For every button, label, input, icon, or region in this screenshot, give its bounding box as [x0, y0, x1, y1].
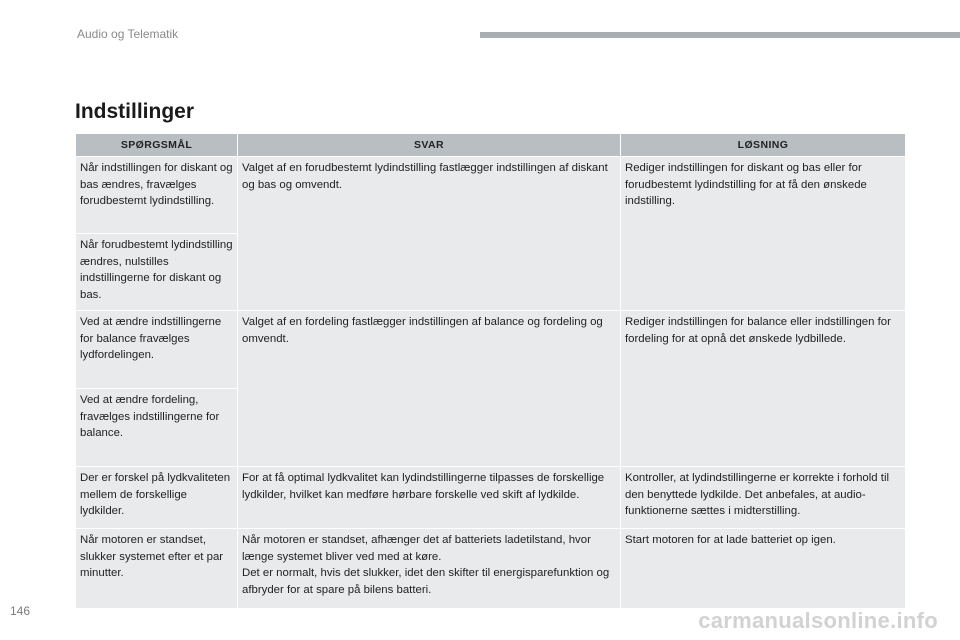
solution-cell: Rediger indstillingen for balance eller indstillingen for fordeling for at opnå det ønskede lydbillede. — [621, 311, 906, 467]
column-header-question: SPØRGSMÅL — [76, 134, 238, 157]
table-row — [76, 311, 906, 389]
answer-cell: Når motoren er standset, afhænger det af batteriets ladetilstand, hvor længe systemet bliver ved med at køre. Det er normalt, hvis det slukker, idet den skifter til energisparefunktion og afbryder for at spare på bilens batteri. — [238, 529, 621, 609]
answer-cell: Valget af en fordeling fastlægger indstillingen af balance og fordeling og omvendt. — [238, 311, 621, 467]
section-title: Audio og Telematik — [77, 27, 179, 41]
answer-cell: Valget af en forudbestemt lydindstilling fastlægger indstillingen af diskant og bas og omvendt. — [238, 157, 621, 311]
faq-table — [75, 133, 906, 609]
question-cell: Når indstillingen for diskant og bas ændres, fravælges forudbestemt lydindstilling. — [76, 157, 238, 234]
table-row — [76, 157, 906, 234]
answer-cell: For at få optimal lydkvalitet kan lydindstillingerne tilpasses de forskellige lydkilder, hvilket kan medføre hørbare forskelle ved skift af lydkilde. — [238, 467, 621, 529]
column-header-solution: LØSNING — [621, 134, 906, 157]
solution-cell: Rediger indstillingen for diskant og bas eller for forudbestemt lydindstilling for at få den ønskede indstilling. — [621, 157, 906, 311]
solution-cell: Kontroller, at lydindstillingerne er korrekte i forhold til den benyttede lydkilde. Det anbefales, at audio-funktionerne sættes i midterstilling. — [621, 467, 906, 529]
question-cell: Der er forskel på lydkvaliteten mellem de forskellige lydkilder. — [76, 467, 238, 529]
question-cell: Ved at ændre indstillingerne for balance fravælges lydfordelingen. — [76, 311, 238, 389]
watermark-text: carmanualsonline.info — [698, 608, 938, 633]
question-cell: Når forudbestemt lydindstilling ændres, nulstilles indstillingerne for diskant og bas. — [76, 234, 238, 311]
page-title: Indstillinger — [75, 100, 195, 123]
table-header-row — [76, 134, 906, 157]
page-number: 146 — [10, 604, 31, 618]
question-cell: Når motoren er standset, slukker systemet efter et par minutter. — [76, 529, 238, 609]
table-row — [76, 467, 906, 529]
table-row — [76, 529, 906, 609]
question-cell: Ved at ændre fordeling, fravælges indstillingerne for balance. — [76, 389, 238, 467]
header-bar — [480, 32, 960, 38]
solution-cell: Start motoren for at lade batteriet op igen. — [621, 529, 906, 609]
column-header-answer: SVAR — [238, 134, 621, 157]
